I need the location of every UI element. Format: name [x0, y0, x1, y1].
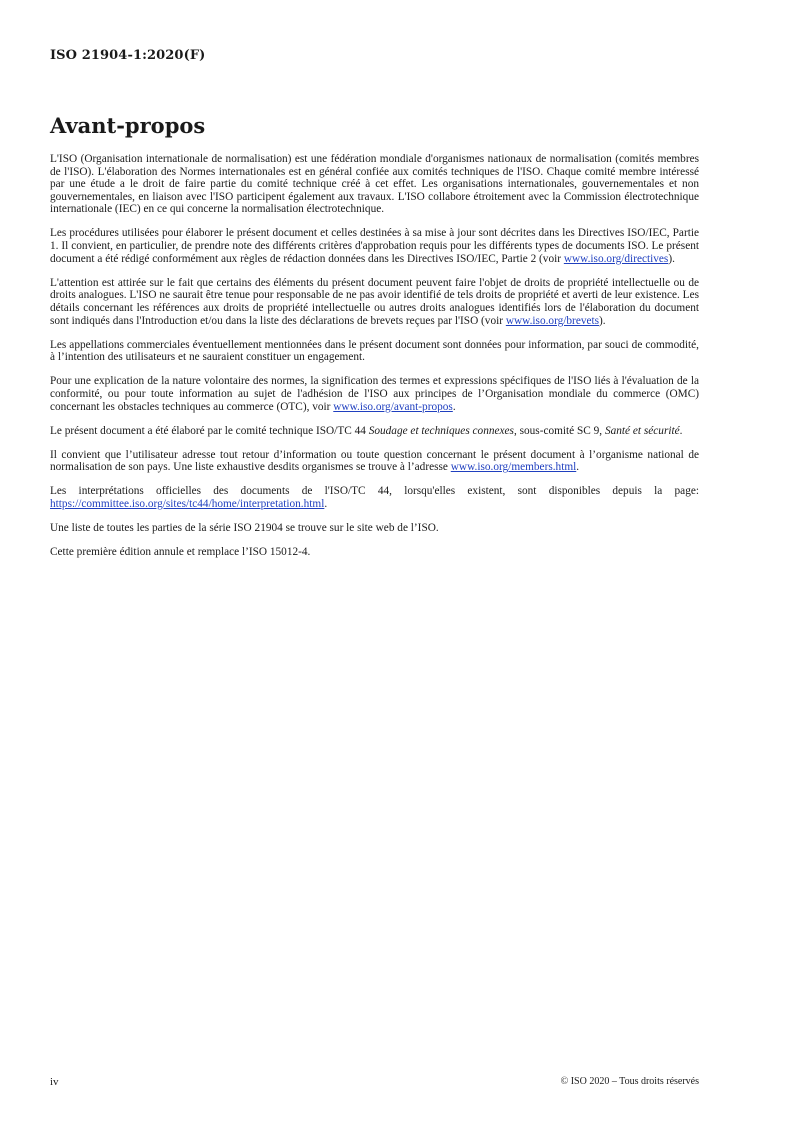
paragraph-8-text: Les interprétations officielles des documents de l'ISO/TC 44, lorsqu'elles existent, sont disponibles depuis la page: [50, 485, 699, 498]
paragraph-6-text-b: , sous-comité SC 9, [513, 424, 605, 437]
page-number: iv [50, 1076, 59, 1088]
page-title: Avant-propos [50, 113, 206, 138]
paragraph-6-end: . [679, 424, 683, 437]
paragraph-8 [50, 485, 699, 510]
directives-link[interactable]: www.iso.org/directives [563, 252, 669, 265]
paragraph-2-text: Les procédures utilisées pour élaborer le présent document et celles destinées à sa mise à jour sont décrites dans les Directives ISO/IEC, Partie 1. Il convient, en particulier, de prendre note des différents critères d'approbation requis pour les différents types de documents ISO. Le présent document a été rédigé conformément aux règles de rédaction données dans les Directives ISO/IEC, Partie 2 (voir [50, 227, 699, 265]
paragraph-7-text: Il convient que l’utilisateur adresse tout retour d’information ou toute question concernant le présent document à l’organisme national de normalisation de son pays. Une liste exhaustive desdits organismes se trouve à l’adresse [50, 448, 699, 474]
members-link[interactable]: www.iso.org/members.html [450, 461, 577, 474]
paragraph-3-end: ). [599, 314, 606, 327]
paragraph-6-text-a: Le présent document a été élaboré par le comité technique ISO/TC 44 [50, 424, 369, 437]
paragraph-3-text: L'attention est attirée sur le fait que certains des éléments du présent document peuvent faire l'objet de droits de propriété intellectuelle ou de droits analogues. L'ISO ne saurait être tenue pour responsable de ne pas avoir identifié de tels droits de propriété et averti de leur existence. Les détails concernant les références aux droits de propriété intellectuelle ou autres droits analogues identifiés lors de l'élaboration du document sont indiqués dans l'Introduction et/ou dans la liste des déclarations de brevets reçues par l'ISO (voir [50, 276, 699, 327]
paragraph-5-text: Pour une explication de la nature volontaire des normes, la signification des termes et expressions spécifiques de l'ISO liés à l'évaluation de la conformité, ou pour toute information au sujet de l'adhésion de l'ISO aux principes de l’Organisation mondiale du commerce (OMC) concernant les obstacles techniques au commerce (OTC), voir [50, 375, 699, 413]
paragraph-5-end: . [452, 400, 456, 413]
paragraph-8-end: . [324, 497, 328, 510]
avant-propos-link[interactable]: www.iso.org/avant-propos [333, 400, 453, 413]
paragraph-6 [50, 425, 699, 438]
committee-title: Soudage et techniques connexes [368, 424, 514, 437]
foreword-body [50, 153, 699, 570]
paragraph-7-end: . [576, 461, 580, 474]
paragraph-9: Une liste de toutes les parties de la série ISO 21904 se trouve sur le site web de l’ISO. [50, 522, 439, 535]
paragraph-7 [50, 449, 699, 474]
document-id: ISO 21904-1:2020(F) [50, 48, 206, 63]
subcommittee-title: Santé et sécurité [604, 424, 680, 437]
interpretation-link[interactable]: https://committee.iso.org/sites/tc44/home/interpretation.html [50, 497, 325, 510]
paragraph-1: L'ISO (Organisation internationale de normalisation) est une fédération mondiale d'organismes nationaux de normalisation (comités membres de l'ISO). L'élaboration des Normes internationales est en général confiée aux comités techniques de l'ISO. Chaque comité membre intéressé par une étude a le droit de faire partie du comité technique créé à cet effet. Les organisations internationales, gouvernementales et non gouvernementales, en liaison avec l'ISO participent également aux travaux. L'ISO collabore étroitement avec la Commission électrotechnique internationale (IEC) en ce qui concerne la normalisation électrotechnique. [50, 153, 699, 216]
paragraph-2 [50, 227, 699, 265]
paragraph-4: Les appellations commerciales éventuellement mentionnées dans le présent document sont données pour information, par souci de commodité, à l’intention des utilisateurs et ne sauraient constituer un engagement. [50, 338, 699, 364]
paragraph-10: Cette première édition annule et remplace l’ISO 15012-4. [50, 546, 311, 559]
copyright-notice: © ISO 2020 – Tous droits réservés [560, 1076, 699, 1087]
paragraph-3 [50, 277, 699, 327]
brevets-link[interactable]: www.iso.org/brevets [505, 314, 600, 327]
paragraph-5 [50, 375, 699, 413]
paragraph-2-end: ). [668, 252, 675, 265]
